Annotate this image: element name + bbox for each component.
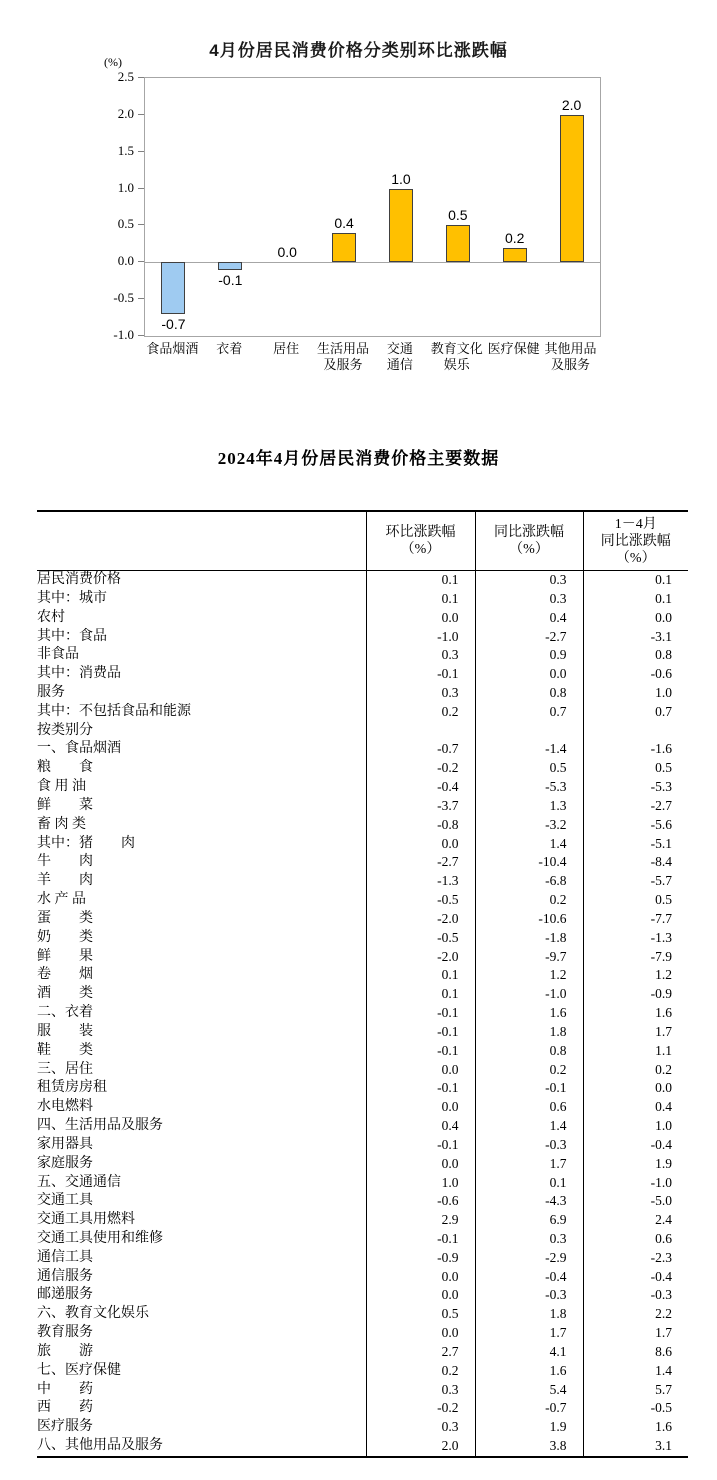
row-label: 五、交通通信 <box>37 1174 121 1190</box>
row-label: 家用器具 <box>37 1136 93 1152</box>
row-value: -0.5 <box>366 891 475 910</box>
table-row <box>37 1155 688 1174</box>
row-value: -1.0 <box>583 1174 688 1193</box>
row-value: 0.0 <box>366 1155 475 1174</box>
row-value: 1.6 <box>475 1362 583 1381</box>
row-value: -0.3 <box>475 1286 583 1305</box>
row-value: -5.3 <box>475 778 583 797</box>
row-label: 家庭服务 <box>37 1155 93 1171</box>
row-value: -2.9 <box>475 1249 583 1268</box>
row-value: 0.0 <box>366 835 475 854</box>
row-value: 0.5 <box>475 759 583 778</box>
x-axis-category-label: 衣着 <box>216 341 243 356</box>
table-row <box>37 891 688 910</box>
row-value: 0.1 <box>583 590 688 609</box>
row-value: 0.3 <box>366 684 475 703</box>
row-label: 交通工具用燃料 <box>37 1212 135 1228</box>
table-row <box>37 910 688 929</box>
table-title: 2024年4月份居民消费价格主要数据 <box>217 449 500 468</box>
row-value: 0.1 <box>366 590 475 609</box>
row-value: 1.9 <box>475 1418 583 1437</box>
table-row <box>37 665 688 684</box>
row-label: 蛋 类 <box>37 910 93 926</box>
row-value: 0.8 <box>583 646 688 665</box>
row-value: 8.6 <box>583 1343 688 1362</box>
bar-negative <box>161 262 185 314</box>
table-row <box>37 1437 688 1457</box>
row-value: 0.8 <box>475 1042 583 1061</box>
row-value: 0.1 <box>583 571 688 590</box>
row-value: -0.4 <box>475 1268 583 1287</box>
row-value: -0.6 <box>583 665 688 684</box>
row-label: 中 药 <box>37 1381 93 1397</box>
row-value: -0.3 <box>583 1286 688 1305</box>
row-value: -2.7 <box>366 853 475 872</box>
table-row <box>37 778 688 797</box>
y-tick-label: 2.0 <box>117 105 134 121</box>
row-value: 1.4 <box>583 1362 688 1381</box>
table-row <box>37 1004 688 1023</box>
row-label: 食 用 油 <box>37 779 86 795</box>
row-value: 0.2 <box>366 1362 475 1381</box>
chart-title: 4月份居民消费价格分类别环比涨跌幅 <box>209 41 508 60</box>
row-value: -0.1 <box>366 1023 475 1042</box>
table-row <box>37 1381 688 1400</box>
y-tick-label: 0.5 <box>117 216 134 232</box>
row-value: 2.9 <box>366 1211 475 1230</box>
row-value: 0.3 <box>366 646 475 665</box>
row-value: 0.4 <box>475 609 583 628</box>
row-value: -0.8 <box>366 816 475 835</box>
row-label: 服务 <box>37 684 65 700</box>
row-value: -0.2 <box>366 1399 475 1418</box>
bar-positive <box>389 189 413 263</box>
bar-positive <box>332 233 356 262</box>
row-value: 0.5 <box>583 759 688 778</box>
table-row <box>37 797 688 816</box>
row-value: -0.4 <box>366 778 475 797</box>
row-value: -2.7 <box>583 797 688 816</box>
row-label: 鲜 果 <box>37 948 93 964</box>
row-label: 农村 <box>37 609 65 625</box>
row-value: -1.0 <box>475 985 583 1004</box>
row-value: 1.6 <box>583 1004 688 1023</box>
row-value: 0.2 <box>475 1061 583 1080</box>
row-value: -0.4 <box>583 1268 688 1287</box>
table-row <box>37 1061 688 1080</box>
table-row <box>37 1362 688 1381</box>
x-axis-category-label: 食品烟酒 <box>146 341 199 356</box>
x-axis-category-label: 交通 通信 <box>386 341 413 372</box>
table-row <box>37 684 688 703</box>
row-value: -1.3 <box>366 872 475 891</box>
table-row <box>37 1343 688 1362</box>
row-value: -0.5 <box>583 1399 688 1418</box>
row-label: 其中：消费品 <box>37 666 121 682</box>
row-label: 鞋 类 <box>37 1042 93 1058</box>
row-value: -0.5 <box>366 929 475 948</box>
row-label: 鲜 菜 <box>37 797 93 813</box>
table-row <box>37 853 688 872</box>
row-value: 0.4 <box>366 1117 475 1136</box>
row-value: 1.0 <box>583 1117 688 1136</box>
row-label: 通信服务 <box>37 1268 93 1284</box>
row-label: 按类别分 <box>37 722 93 738</box>
row-label: 其中：食品 <box>37 628 107 644</box>
row-value: 1.8 <box>475 1023 583 1042</box>
row-value: 1.2 <box>583 966 688 985</box>
row-value: -2.3 <box>583 1249 688 1268</box>
x-axis-category-label: 生活用品 及服务 <box>317 341 370 372</box>
table-row <box>37 759 688 778</box>
row-label: 粮 食 <box>37 760 93 776</box>
table-row <box>37 948 688 967</box>
row-value: -0.7 <box>475 1399 583 1418</box>
bar-value-label: 0.4 <box>334 214 354 231</box>
row-value: -5.7 <box>583 872 688 891</box>
x-axis-category-label: 医疗保健 <box>487 341 540 356</box>
row-label: 畜 肉 类 <box>37 816 86 832</box>
table-header-row <box>37 511 688 571</box>
bar-positive <box>446 225 470 262</box>
row-value: 1.6 <box>475 1004 583 1023</box>
row-value: -0.1 <box>366 1004 475 1023</box>
row-label: 其中：城市 <box>37 590 107 606</box>
table-row <box>37 1211 688 1230</box>
row-label: 水 产 品 <box>37 892 86 908</box>
x-axis-category-label: 教育文化 娱乐 <box>430 341 483 372</box>
table-row <box>37 1174 688 1193</box>
row-value: -7.7 <box>583 910 688 929</box>
row-value: 0.6 <box>583 1230 688 1249</box>
table-body <box>37 571 688 1457</box>
row-value: -5.6 <box>583 816 688 835</box>
row-value: 0.1 <box>475 1174 583 1193</box>
row-value: -10.4 <box>475 853 583 872</box>
row-value: 5.4 <box>475 1381 583 1400</box>
row-value: 0.0 <box>583 609 688 628</box>
row-value: 3.1 <box>583 1437 688 1457</box>
table-row <box>37 571 688 590</box>
header-ytd-yoy-change: 1－4月 同比涨跌幅 （%） <box>583 511 688 571</box>
bar-value-label: -0.1 <box>218 271 243 288</box>
table-row <box>37 590 688 609</box>
table-row <box>37 1098 688 1117</box>
row-value: 1.0 <box>366 1174 475 1193</box>
cpi-bar-chart <box>0 0 717 400</box>
row-value: -1.8 <box>475 929 583 948</box>
row-value: 3.8 <box>475 1437 583 1457</box>
table-row <box>37 816 688 835</box>
table-row <box>37 1268 688 1287</box>
row-value: 0.3 <box>366 1381 475 1400</box>
row-label: 非食品 <box>37 647 79 663</box>
row-value: -0.1 <box>366 1230 475 1249</box>
row-value: -0.1 <box>366 1079 475 1098</box>
bar-positive <box>560 115 584 262</box>
row-label: 交通工具使用和维修 <box>37 1231 163 1246</box>
row-value: 0.0 <box>475 665 583 684</box>
row-value: -0.6 <box>366 1192 475 1211</box>
row-label: 邮递服务 <box>37 1287 93 1303</box>
bar-positive <box>503 248 527 263</box>
row-value: 2.0 <box>366 1437 475 1457</box>
row-value: -5.1 <box>583 835 688 854</box>
table-row <box>37 609 688 628</box>
bar-value-label: 0.0 <box>277 244 297 261</box>
row-label: 二、衣着 <box>37 1005 93 1021</box>
row-label: 卷 烟 <box>37 967 93 983</box>
table-row <box>37 1042 688 1061</box>
table-row <box>37 1192 688 1211</box>
row-label: 羊 肉 <box>37 873 93 889</box>
row-label: 服 装 <box>37 1023 93 1039</box>
bar-negative <box>218 262 242 269</box>
row-value: 2.4 <box>583 1211 688 1230</box>
row-value: -8.4 <box>583 853 688 872</box>
cpi-data-table <box>37 510 688 1458</box>
header-yoy-change: 同比涨跌幅 （%） <box>475 511 583 571</box>
row-value: 1.7 <box>583 1023 688 1042</box>
y-tick-mark <box>138 261 144 262</box>
bar-value-label: -0.7 <box>161 315 186 332</box>
table-row <box>37 1230 688 1249</box>
row-value: -1.4 <box>475 740 583 759</box>
row-label: 四、生活用品及服务 <box>37 1118 163 1134</box>
row-value: 1.6 <box>583 1418 688 1437</box>
x-axis-category-label: 居住 <box>273 341 300 356</box>
row-label: 旅 游 <box>37 1343 93 1359</box>
row-value: 1.1 <box>583 1042 688 1061</box>
bar-value-label: 0.2 <box>504 229 525 246</box>
row-label: 八、其他用品及服务 <box>37 1438 163 1454</box>
row-value: 6.9 <box>475 1211 583 1230</box>
row-value: 1.4 <box>475 835 583 854</box>
row-value: 0.3 <box>475 571 583 590</box>
table-row <box>37 703 688 722</box>
row-value: 0.1 <box>366 571 475 590</box>
row-value: 1.3 <box>475 797 583 816</box>
y-tick-mark <box>138 224 144 225</box>
row-value: -2.0 <box>366 910 475 929</box>
row-value: 0.7 <box>583 703 688 722</box>
table-row <box>37 872 688 891</box>
row-value: -6.8 <box>475 872 583 891</box>
row-value: -1.3 <box>583 929 688 948</box>
header-mom-change: 环比涨跌幅 （%） <box>366 511 475 571</box>
row-value: 0.0 <box>583 1079 688 1098</box>
table-row <box>37 1117 688 1136</box>
table-row <box>37 1399 688 1418</box>
row-value: -9.7 <box>475 948 583 967</box>
row-value: 2.2 <box>583 1305 688 1324</box>
row-value: 0.6 <box>475 1098 583 1117</box>
row-value: 1.7 <box>583 1324 688 1343</box>
table-row <box>37 740 688 759</box>
row-label: 其中：不包括食品和能源 <box>37 703 191 719</box>
row-value: 0.0 <box>366 1268 475 1287</box>
row-value: -0.1 <box>475 1079 583 1098</box>
row-value <box>366 722 475 741</box>
row-value: 0.1 <box>366 966 475 985</box>
y-tick-mark <box>138 188 144 189</box>
row-value: -0.9 <box>366 1249 475 1268</box>
row-label: 交通工具 <box>37 1193 93 1209</box>
row-value: 0.0 <box>366 1324 475 1343</box>
table-row <box>37 1305 688 1324</box>
table-row <box>37 929 688 948</box>
row-value: 0.3 <box>366 1418 475 1437</box>
row-value: -0.2 <box>366 759 475 778</box>
row-value: 1.4 <box>475 1117 583 1136</box>
table-row <box>37 627 688 646</box>
row-value: 4.1 <box>475 1343 583 1362</box>
y-tick-mark <box>138 335 144 336</box>
row-value: 0.2 <box>475 891 583 910</box>
row-value: -0.1 <box>366 1136 475 1155</box>
row-label: 其中：猪 肉 <box>37 835 135 851</box>
row-value: -0.1 <box>366 1042 475 1061</box>
bar-value-label: 2.0 <box>561 96 582 113</box>
row-value: -0.4 <box>583 1136 688 1155</box>
y-tick-label: -1.0 <box>113 327 134 342</box>
y-axis-unit-label: (%) <box>104 55 122 69</box>
row-value: 1.9 <box>583 1155 688 1174</box>
row-label: 教育服务 <box>37 1325 93 1341</box>
table-row <box>37 646 688 665</box>
y-tick-mark <box>138 298 144 299</box>
row-value: 1.7 <box>475 1324 583 1343</box>
x-axis-category-label: 其他用品 及服务 <box>544 341 597 372</box>
row-label: 三、居住 <box>37 1061 93 1077</box>
y-tick-mark <box>138 151 144 152</box>
chart-plot-area <box>144 77 601 337</box>
row-value: 0.4 <box>583 1098 688 1117</box>
row-value: -5.0 <box>583 1192 688 1211</box>
row-value: -0.3 <box>475 1136 583 1155</box>
row-value: 0.1 <box>366 985 475 1004</box>
row-value: -10.6 <box>475 910 583 929</box>
row-value: -3.1 <box>583 627 688 646</box>
row-value: 0.0 <box>366 1286 475 1305</box>
row-label: 一、食品烟酒 <box>37 741 121 757</box>
y-tick-label: 2.5 <box>117 69 134 84</box>
table-row <box>37 966 688 985</box>
row-value: 1.8 <box>475 1305 583 1324</box>
row-label: 西 药 <box>37 1400 93 1416</box>
row-value: 0.5 <box>583 891 688 910</box>
row-value <box>583 722 688 741</box>
table-row <box>37 1418 688 1437</box>
row-value: 0.0 <box>366 1098 475 1117</box>
zero-axis-line <box>145 262 600 263</box>
row-value: 0.5 <box>366 1305 475 1324</box>
row-value: 0.7 <box>475 703 583 722</box>
table-row <box>37 835 688 854</box>
row-value: -3.7 <box>366 797 475 816</box>
row-value: -7.9 <box>583 948 688 967</box>
y-tick-mark <box>138 114 144 115</box>
row-value: -2.7 <box>475 627 583 646</box>
row-value: -1.6 <box>583 740 688 759</box>
row-label: 医疗服务 <box>37 1419 93 1435</box>
row-value: -0.7 <box>366 740 475 759</box>
row-value: -0.9 <box>583 985 688 1004</box>
table-row <box>37 1249 688 1268</box>
row-value: 0.3 <box>475 1230 583 1249</box>
row-value: 0.3 <box>475 590 583 609</box>
y-tick-label: 1.5 <box>117 142 134 158</box>
row-value: -3.2 <box>475 816 583 835</box>
table-row <box>37 1136 688 1155</box>
row-value: 5.7 <box>583 1381 688 1400</box>
row-value: 0.0 <box>366 609 475 628</box>
row-value <box>475 722 583 741</box>
table-row <box>37 722 688 741</box>
row-label: 租赁房房租 <box>37 1080 107 1096</box>
y-tick-label: 0.0 <box>117 253 134 269</box>
row-label: 酒 类 <box>37 986 93 1002</box>
row-value: 1.0 <box>583 684 688 703</box>
row-value: -1.0 <box>366 627 475 646</box>
row-label: 奶 类 <box>37 929 93 945</box>
row-value: -4.3 <box>475 1192 583 1211</box>
table-row <box>37 985 688 1004</box>
row-value: 1.7 <box>475 1155 583 1174</box>
row-value: 0.8 <box>475 684 583 703</box>
row-label: 六、教育文化娱乐 <box>37 1306 149 1322</box>
row-value: 0.9 <box>475 646 583 665</box>
row-label: 通信工具 <box>37 1249 93 1265</box>
y-tick-label: -0.5 <box>113 290 134 306</box>
row-label: 七、医疗保健 <box>37 1362 121 1378</box>
bar-value-label: 0.5 <box>448 207 468 224</box>
table-row <box>37 1079 688 1098</box>
row-label: 居民消费价格 <box>37 572 121 588</box>
row-value: 2.7 <box>366 1343 475 1362</box>
row-value: 0.0 <box>366 1061 475 1080</box>
row-label: 牛 肉 <box>37 854 93 870</box>
table-row <box>37 1324 688 1343</box>
row-value: -5.3 <box>583 778 688 797</box>
table-row <box>37 1286 688 1305</box>
row-value: -2.0 <box>366 948 475 967</box>
row-value: 0.2 <box>366 703 475 722</box>
row-value: 1.2 <box>475 966 583 985</box>
row-label: 水电燃料 <box>37 1099 93 1115</box>
bar-value-label: 1.0 <box>391 170 411 187</box>
y-tick-label: 1.0 <box>117 179 134 195</box>
row-value: -0.1 <box>366 665 475 684</box>
table-row <box>37 1023 688 1042</box>
header-item-column <box>37 511 366 571</box>
row-value: 0.2 <box>583 1061 688 1080</box>
y-tick-mark <box>138 77 144 78</box>
